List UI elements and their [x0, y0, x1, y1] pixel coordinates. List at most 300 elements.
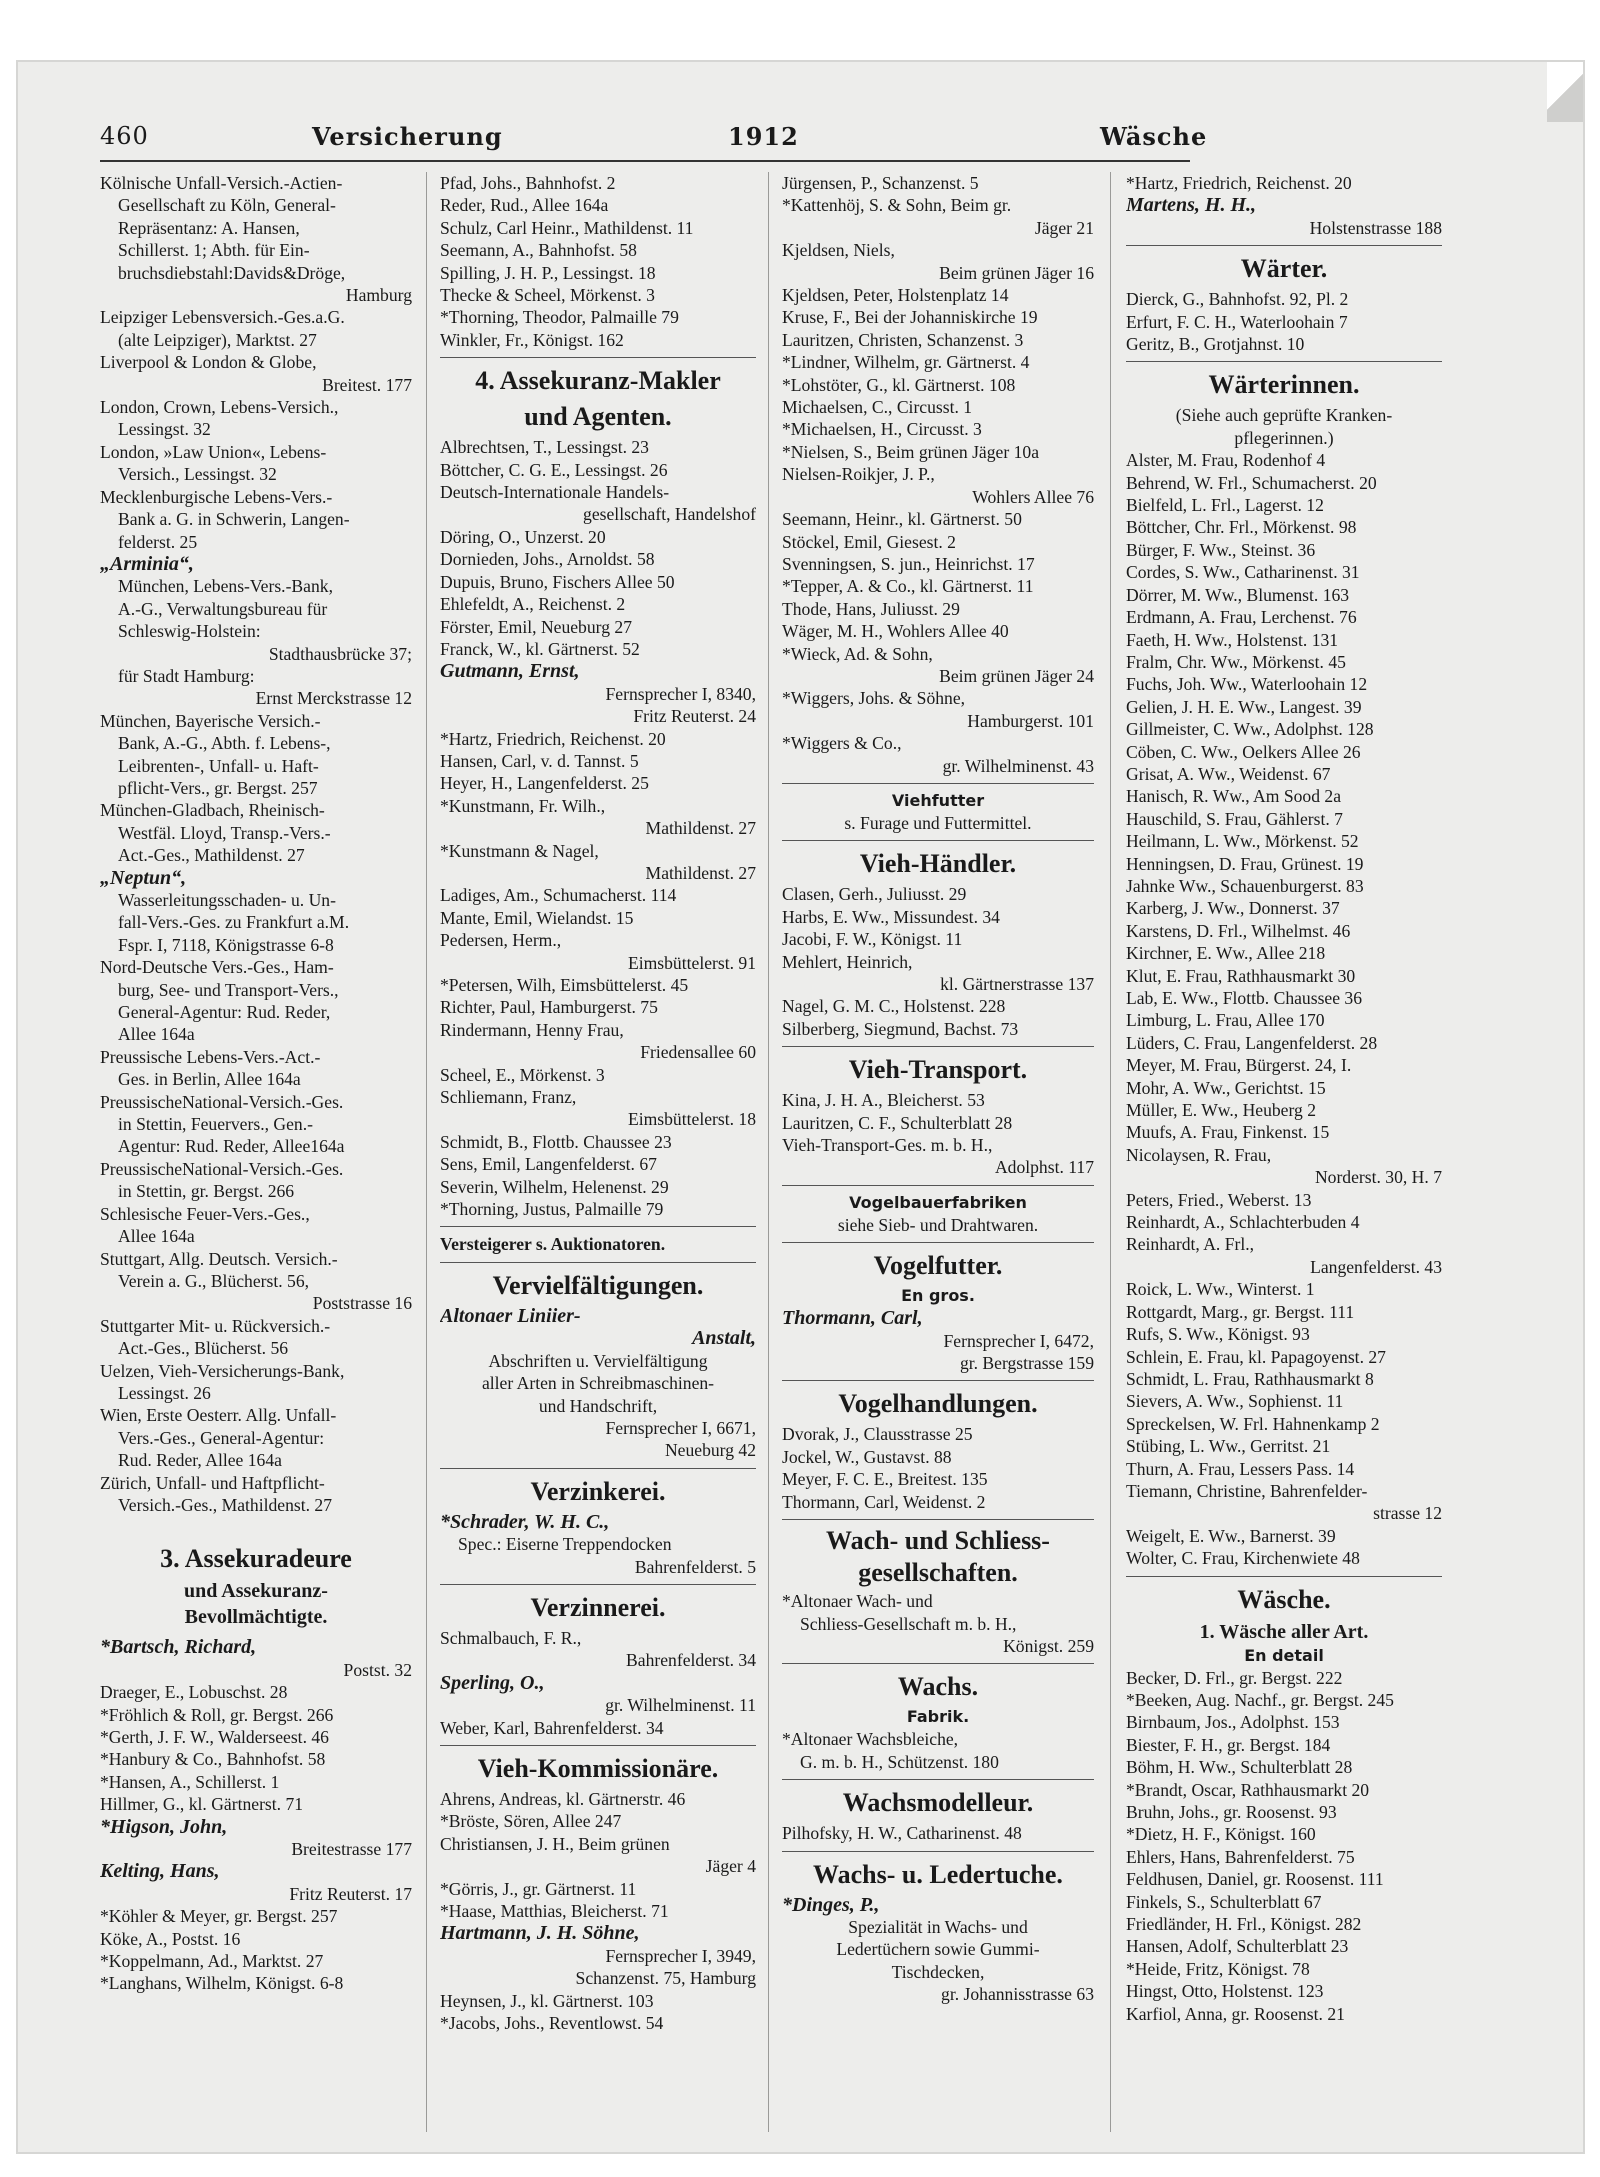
section-heading: 1. Wäsche aller Art. [1199, 1620, 1369, 1643]
section-heading: Vogelfutter. [873, 1251, 1003, 1281]
list-item: Finkels, S., Schulterblatt 67 [1126, 1891, 1322, 1912]
list-item: Alster, M. Frau, Rodenhof 4 [1126, 450, 1326, 471]
list-item: Ernst Merckstrasse 12 [255, 688, 412, 709]
section-heading: Wachsmodelleur. [842, 1788, 1034, 1818]
list-item: Spilling, J. H. P., Lessingst. 18 [440, 262, 656, 283]
list-item: Beim grünen Jäger 24 [939, 665, 1094, 686]
list-item: G. m. b. H., Schützenst. 180 [800, 1751, 999, 1772]
section-heading: und Agenten. [524, 402, 672, 432]
company-name: Sperling, O., [440, 1671, 545, 1694]
list-item: Repräsentanz: A. Hansen, [118, 217, 300, 238]
list-item: Gillmeister, C. Ww., Adolphst. 128 [1126, 719, 1374, 740]
section-heading: Wäsche. [1237, 1584, 1331, 1614]
list-item: Schliess-Gesellschaft m. b. H., [800, 1613, 1017, 1634]
section-heading: Wärter. [1240, 254, 1328, 284]
list-item: *Hanbury & Co., Bahnhofst. 58 [100, 1749, 326, 1770]
list-item: *Wiggers & Co., [782, 733, 902, 754]
list-item: gr. Wilhelminenst. 11 [605, 1695, 756, 1716]
list-item: Hamburgerst. 101 [967, 710, 1094, 731]
list-item: Uelzen, Vieh-Versicherungs-Bank, [100, 1360, 345, 1381]
list-item: Jürgensen, P., Schanzenst. 5 [782, 173, 979, 193]
list-item: gr. Bergstrasse 159 [959, 1353, 1094, 1374]
list-item: Beim grünen Jäger 16 [939, 262, 1094, 283]
divider [440, 1745, 756, 1746]
list-item: General-Agentur: Rud. Reder, [118, 1002, 331, 1023]
list-item: Deutsch-Internationale Handels- [440, 482, 670, 503]
list-item: Friedländer, H. Frl., Königst. 282 [1126, 1914, 1362, 1935]
list-item: *Fröhlich & Roll, gr. Bergst. 266 [100, 1704, 334, 1725]
list-item: Grisat, A. Ww., Weidenst. 67 [1126, 763, 1331, 784]
list-item: Erdmann, A. Frau, Lerchenst. 76 [1126, 607, 1357, 628]
company-name: *Bartsch, Richard, [100, 1636, 257, 1659]
company-name: Altonaer Liniier- [440, 1304, 581, 1327]
list-item: Heynsen, J., kl. Gärtnerst. 103 [440, 1990, 654, 2011]
company-name: Kelting, Hans, [100, 1860, 220, 1883]
list-item: Fritz Reuterst. 24 [633, 706, 756, 727]
section-heading: Wärterinnen. [1208, 370, 1360, 400]
section-subheading: Vogelbauerfabriken [849, 1192, 1027, 1212]
divider [782, 1242, 1094, 1243]
cross-reference: (Siehe auch geprüfte Kranken- [1175, 405, 1393, 426]
list-item: Hamburg [345, 285, 412, 306]
list-item: Liverpool & London & Globe, [100, 352, 317, 373]
list-item: *Brandt, Oscar, Rathhausmarkt 20 [1126, 1779, 1370, 1800]
list-item: Wohlers Allee 76 [972, 486, 1094, 507]
section-heading: Wachs. [897, 1672, 979, 1702]
list-item: *Görris, J., gr. Gärtnerst. 11 [440, 1878, 637, 1899]
column-2 [440, 172, 756, 2132]
list-item: Kjeldsen, Peter, Holstenplatz 14 [782, 285, 1009, 306]
column-divider [1110, 172, 1111, 2132]
list-item: Mehlert, Heinrich, [782, 951, 913, 972]
list-item: *Kunstmann & Nagel, [440, 840, 599, 861]
divider [782, 1185, 1094, 1186]
section-heading: Bevollmächtigte. [184, 1606, 328, 1629]
page-corner [1547, 62, 1583, 122]
list-item: Bank, A.-G., Abth. f. Lebens-, [118, 733, 331, 754]
list-item: *Tepper, A. & Co., kl. Gärtnerst. 11 [782, 576, 1034, 597]
list-item: London, »Law Union«, Lebens- [100, 441, 327, 462]
divider [782, 1519, 1094, 1520]
column-4 [1126, 172, 1442, 2132]
list-item: Ehlers, Hans, Bahrenfelderst. 75 [1126, 1846, 1355, 1867]
list-item: Adolphst. 117 [994, 1157, 1094, 1178]
list-item: Mathildenst. 27 [645, 862, 756, 883]
list-item: *Heide, Fritz, Königst. 78 [1126, 1958, 1310, 1979]
cross-reference: siehe Sieb- und Drahtwaren. [837, 1214, 1039, 1235]
list-item: Eimsbüttelerst. 91 [627, 952, 756, 973]
list-item: Christiansen, J. H., Beim grünen [440, 1833, 670, 1854]
list-item: Kina, J. H. A., Bleicherst. 53 [782, 1090, 985, 1111]
list-item: Act.-Ges., Blücherst. 56 [118, 1338, 289, 1359]
list-item: Ges. in Berlin, Allee 164a [118, 1069, 301, 1090]
list-item: Mecklenburgische Lebens-Vers.- [100, 486, 333, 507]
list-item: Neueburg 42 [664, 1440, 756, 1461]
list-item: Nagel, G. M. C., Holstenst. 228 [782, 996, 1006, 1017]
list-item: Sievers, A. Ww., Sophienst. 11 [1126, 1391, 1344, 1412]
list-item: *Langhans, Wilhelm, Königst. 6-8 [100, 1973, 344, 1994]
section-heading: Vogelhandlungen. [838, 1389, 1038, 1419]
company-name: *Dinges, P., [782, 1893, 880, 1916]
company-name: Thormann, Carl, [782, 1307, 923, 1330]
list-item: *Hartz, Friedrich, Reichenst. 20 [1126, 173, 1352, 193]
list-item: Bürger, F. Ww., Steinst. 36 [1126, 539, 1316, 560]
company-name: *Schrader, W. H. C., [440, 1510, 610, 1533]
list-item: Reinhardt, A. Frl., [1126, 1234, 1255, 1255]
divider [782, 1046, 1094, 1047]
list-item: Rufs, S. Ww., Königst. 93 [1126, 1324, 1310, 1345]
list-item: Bahrenfelderst. 34 [626, 1650, 756, 1671]
list-item: Gesellschaft zu Köln, General- [118, 195, 336, 216]
divider [440, 1262, 756, 1263]
list-item: Fritz Reuterst. 17 [289, 1883, 412, 1904]
list-item: Tischdecken, [891, 1961, 985, 1982]
section-subheading: En detail [1244, 1645, 1324, 1665]
company-name: *Higson, John, [100, 1815, 228, 1838]
list-item: Lab, E. Ww., Flottb. Chaussee 36 [1126, 988, 1363, 1008]
section-heading: Vieh-Kommissionäre. [477, 1753, 719, 1783]
list-item: Bruhn, Johs., gr. Roosenst. 93 [1126, 1802, 1337, 1822]
section-title-right: Wäsche [1100, 122, 1208, 151]
divider [440, 1468, 756, 1469]
list-item: Weber, Karl, Bahrenfelderst. 34 [440, 1717, 664, 1738]
list-item: Lessingst. 26 [118, 1382, 211, 1403]
list-item: Lauritzen, C. F., Schulterblatt 28 [782, 1112, 1013, 1133]
list-item: kl. Gärtnerstrasse 137 [940, 974, 1094, 994]
list-item: Dupuis, Bruno, Fischers Allee 50 [440, 571, 675, 592]
list-item: Westfäl. Lloyd, Transp.-Vers.- [118, 822, 331, 843]
list-item: Förster, Emil, Neueburg 27 [440, 616, 632, 637]
list-item: und Handschrift, [538, 1395, 658, 1416]
list-item: in Stettin, gr. Bergst. 266 [118, 1181, 295, 1202]
list-item: Allee 164a [118, 1024, 195, 1045]
list-item: Fuchs, Joh. Ww., Waterloohain 12 [1126, 674, 1368, 695]
divider [440, 1584, 756, 1585]
list-item: Hillmer, G., kl. Gärtnerst. 71 [100, 1794, 304, 1815]
list-item: Meyer, M. Frau, Bürgerst. 24, I. [1126, 1055, 1352, 1076]
list-item: Schillerst. 1; Abth. für Ein- [118, 240, 310, 261]
list-item: Abschriften u. Vervielfältigung [488, 1350, 708, 1371]
list-item: Mathildenst. 27 [645, 818, 756, 839]
list-item: Seemann, A., Bahnhofst. 58 [440, 240, 637, 261]
list-item: *Lohstöter, G., kl. Gärtnerst. 108 [782, 374, 1016, 395]
list-item: Heilmann, L. Ww., Mörkenst. 52 [1126, 831, 1359, 852]
section-heading: Vieh-Händler. [859, 849, 1017, 879]
list-item: Nielsen-Roikjer, J. P., [782, 464, 935, 485]
list-item: für Stadt Hamburg: [118, 665, 255, 686]
list-item: gr. Johannisstrasse 63 [941, 1984, 1094, 2005]
company-name: Martens, H. H., [1126, 194, 1257, 217]
list-item: Mohr, A. Ww., Gerichtst. 15 [1126, 1077, 1326, 1098]
list-item: Scheel, E., Mörkenst. 3 [440, 1064, 605, 1085]
list-item: Hingst, Otto, Holstenst. 123 [1126, 1981, 1324, 2002]
divider [782, 840, 1094, 841]
list-item: Fernsprecher I, 8340, [605, 683, 756, 704]
list-item: Stöckel, Emil, Giesest. 2 [782, 531, 956, 552]
list-item: Seemann, Heinr., kl. Gärtnerst. 50 [782, 509, 1022, 530]
list-item: Versich., Lessingst. 32 [118, 464, 277, 485]
list-item: Stadthausbrücke 37; [268, 643, 412, 664]
list-item: Schmalbauch, F. R., [440, 1627, 582, 1648]
list-item: Bahrenfelderst. 5 [634, 1556, 756, 1577]
list-item: Meyer, F. C. E., Breitest. 135 [782, 1469, 988, 1490]
list-item: Pilhofsky, H. W., Catharinenst. 48 [782, 1823, 1022, 1844]
list-item: Hanisch, R. Ww., Am Sood 2a [1126, 786, 1342, 807]
list-item: Thecke & Scheel, Mörkenst. 3 [440, 285, 655, 306]
list-item: Thode, Hans, Juliusst. 29 [782, 598, 960, 619]
list-item: Jacobi, F. W., Königst. 11 [782, 929, 963, 950]
list-item: gr. Wilhelminenst. 43 [942, 755, 1094, 776]
list-item: Rindermann, Henny Frau, [440, 1019, 624, 1040]
list-item: Lessingst. 32 [118, 419, 211, 440]
list-item: Leipziger Lebensversich.-Ges.a.G. [100, 307, 345, 328]
list-item: Reinhardt, A., Schlachterbuden 4 [1126, 1212, 1360, 1233]
section-heading: Vervielfältigungen. [492, 1270, 704, 1300]
section-heading: Verzinnerei. [530, 1592, 666, 1622]
list-item: Wien, Erste Oesterr. Allg. Unfall- [100, 1405, 337, 1426]
list-item: Nicolaysen, R. Frau, [1126, 1144, 1272, 1165]
list-item: Kölnische Unfall-Versich.-Actien- [100, 173, 343, 193]
list-item: *Hansen, A., Schillerst. 1 [100, 1771, 280, 1792]
running-head [100, 122, 1208, 158]
list-item: Stübing, L. Ww., Gerritst. 21 [1126, 1436, 1331, 1457]
list-item: felderst. 25 [118, 531, 198, 552]
list-item: Wasserleitungsschaden- u. Un- [118, 890, 336, 910]
company-name: „Neptun“, [100, 866, 187, 889]
section-heading: 4. Assekuranz-Makler [475, 366, 721, 396]
list-item: *Nielsen, S., Beim grünen Jäger 10a [782, 441, 1040, 462]
list-item: Poststrasse 16 [312, 1293, 412, 1314]
list-item: Act.-Ges., Mathildenst. 27 [118, 845, 305, 866]
list-item: Schlesische Feuer-Vers.-Ges., [100, 1203, 310, 1224]
list-item: *Wiggers, Johs. & Söhne, [782, 688, 966, 709]
list-item: Allee 164a [118, 1226, 195, 1247]
list-item: (alte Leipziger), Marktst. 27 [118, 329, 317, 350]
list-item: Vieh-Transport-Ges. m. b. H., [782, 1135, 993, 1156]
list-item: Cordes, S. Ww., Catharinenst. 31 [1126, 562, 1360, 583]
list-item: Dörrer, M. Ww., Blumenst. 163 [1126, 584, 1350, 605]
list-item: Muufs, A. Frau, Finkenst. 15 [1126, 1122, 1330, 1143]
list-item: München, Lebens-Vers.-Bank, [118, 576, 333, 597]
divider [1126, 1576, 1442, 1577]
list-item: *Koppelmann, Ad., Marktst. 27 [100, 1951, 324, 1972]
divider [782, 1380, 1094, 1381]
list-item: Thormann, Carl, Weidenst. 2 [782, 1491, 986, 1512]
list-item: PreussischeNational-Versich.-Ges. [100, 1158, 344, 1179]
list-item: burg, See- und Transport-Vers., [118, 979, 339, 1000]
list-item: Kruse, F., Bei der Johanniskirche 19 [782, 307, 1038, 328]
list-item: Langenfelderst. 43 [1310, 1256, 1442, 1277]
list-item: Breitestrasse 177 [291, 1839, 412, 1860]
list-item: Ledertüchern sowie Gummi- [836, 1939, 1040, 1960]
list-item: Ladiges, Am., Schumacherst. 114 [440, 885, 677, 906]
section-heading: gesellschaften. [858, 1558, 1018, 1588]
list-item: Draeger, E., Lobuschst. 28 [100, 1682, 288, 1703]
cross-reference: pflegerinnen.) [1234, 427, 1334, 448]
list-item: Heyer, H., Langenfelderst. 25 [440, 773, 649, 794]
divider [1126, 361, 1442, 362]
list-item: Versich.-Ges., Mathildenst. 27 [118, 1494, 333, 1515]
list-item: Norderst. 30, H. 7 [1314, 1167, 1442, 1188]
list-item: Ehlefeldt, A., Reichenst. 2 [440, 594, 626, 615]
section-subheading: Fabrik. [906, 1707, 970, 1727]
divider [782, 1779, 1094, 1780]
list-item: Königst. 259 [1003, 1635, 1094, 1656]
list-item: *Kattenhöj, S. & Sohn, Beim gr. [782, 195, 1012, 216]
column-3 [782, 172, 1094, 2132]
list-item: Fernsprecher I, 3949, [605, 1945, 756, 1966]
list-item: Cöben, C. Ww., Oelkers Allee 26 [1126, 741, 1361, 762]
list-item: *Altonaer Wach- und [782, 1591, 933, 1612]
divider [782, 783, 1094, 784]
column-1 [100, 172, 412, 2132]
list-item: Dvorak, J., Clausstrasse 25 [782, 1424, 973, 1445]
list-item: Geritz, B., Grotjahnst. 10 [1126, 334, 1305, 355]
cross-reference: Versteigerer s. Auktionatoren. [440, 1234, 666, 1255]
divider [440, 357, 756, 358]
list-item: Karfiol, Anna, gr. Roosenst. 21 [1126, 2003, 1345, 2024]
list-item: Biester, F. H., gr. Bergst. 184 [1126, 1734, 1331, 1755]
list-item: Preussische Lebens-Vers.-Act.- [100, 1046, 321, 1067]
list-item: Agentur: Rud. Reder, Allee164a [118, 1136, 345, 1157]
list-item: Gelien, J. H. E. Ww., Langest. 39 [1126, 696, 1362, 717]
list-item: Faeth, H. Ww., Holstenst. 131 [1126, 629, 1339, 650]
company-name: Gutmann, Ernst, [440, 660, 580, 683]
list-item: *Haase, Matthias, Bleicherst. 71 [440, 1901, 669, 1921]
list-item: aller Arten in Schreibmaschinen- [481, 1373, 715, 1394]
list-item: London, Crown, Lebens-Versich., [100, 397, 339, 418]
list-item: Bielfeld, L. Frl., Lagerst. 12 [1126, 495, 1324, 516]
list-item: Spreckelsen, W. Frl. Hahnenkamp 2 [1126, 1413, 1380, 1434]
list-item: Thurn, A. Frau, Lessers Pass. 14 [1126, 1458, 1355, 1479]
section-heading: Wachs- u. Ledertuche. [813, 1859, 1063, 1889]
column-divider [426, 172, 427, 2132]
list-item: Limburg, L. Frau, Allee 170 [1126, 1010, 1325, 1031]
cross-reference: s. Furage und Futtermittel. [844, 812, 1032, 833]
list-item: München, Bayerische Versich.- [100, 710, 321, 731]
list-item: Lauritzen, Christen, Schanzenst. 3 [782, 329, 1024, 350]
list-item: gesellschaft, Handelshof [583, 504, 756, 525]
list-item: Reder, Rud., Allee 164a [440, 195, 609, 216]
company-name: Anstalt, [692, 1327, 756, 1350]
list-item: Becker, D. Frl., gr. Bergst. 222 [1126, 1667, 1343, 1688]
list-item: Hansen, Adolf, Schulterblatt 23 [1126, 1936, 1349, 1957]
list-item: Severin, Wilhelm, Helenenst. 29 [440, 1176, 669, 1197]
divider [782, 1663, 1094, 1664]
section-heading: Vieh-Transport. [848, 1055, 1028, 1085]
list-item: Roick, L. Ww., Winterst. 1 [1126, 1279, 1315, 1300]
list-item: Dornieden, Johs., Arnoldst. 58 [440, 549, 655, 570]
page-number: 460 [100, 122, 149, 150]
list-item: Rottgardt, Marg., gr. Bergst. 111 [1126, 1301, 1355, 1322]
list-item: *Beeken, Aug. Nachf., gr. Bergst. 245 [1126, 1689, 1394, 1710]
list-item: *Köhler & Meyer, gr. Bergst. 257 [100, 1906, 338, 1927]
list-item: Kirchner, E. Ww., Allee 218 [1126, 943, 1326, 964]
list-item: Erfurt, F. C. H., Waterloohain 7 [1126, 311, 1348, 332]
company-name: Hartmann, J. H. Söhne, [440, 1922, 640, 1945]
list-item: Eimsbüttelerst. 18 [627, 1109, 756, 1130]
list-item: Jäger 4 [705, 1856, 756, 1877]
list-item: Nord-Deutsche Vers.-Ges., Ham- [100, 957, 334, 978]
list-item: Peters, Fried., Weberst. 13 [1126, 1189, 1312, 1210]
list-item: Böttcher, Chr. Frl., Mörkenst. 98 [1126, 517, 1357, 538]
list-item: strasse 12 [1373, 1503, 1442, 1524]
year-label: 1912 [728, 122, 799, 151]
divider [1126, 245, 1442, 246]
list-item: Hauschild, S. Frau, Gählerst. 7 [1126, 808, 1343, 829]
list-item: Verein a. G., Blücherst. 56, [118, 1270, 310, 1291]
list-item: Jäger 21 [1034, 217, 1094, 238]
list-item: Feldhusen, Daniel, gr. Roosenst. 111 [1126, 1869, 1384, 1890]
list-item: *Altonaer Wachsbleiche, [782, 1729, 959, 1750]
list-item: Henningsen, D. Frau, Grünest. 19 [1126, 853, 1364, 874]
section-heading: Wach- und Schliess- [826, 1526, 1050, 1556]
list-item: Albrechtsen, T., Lessingst. 23 [440, 437, 649, 458]
list-item: Hansen, Carl, v. d. Tannst. 5 [440, 750, 639, 771]
list-item: Böhm, H. Ww., Schulterblatt 28 [1126, 1757, 1353, 1778]
list-item: fall-Vers.-Ges. zu Frankfurt a.M. [118, 912, 350, 933]
list-item: *Michaelsen, H., Circusst. 3 [782, 419, 982, 440]
list-item: Richter, Paul, Hamburgerst. 75 [440, 997, 658, 1018]
list-item: Stuttgarter Mit- u. Rückversich.- [100, 1315, 331, 1336]
company-name: „Arminia“, [100, 552, 194, 575]
list-item: Schlein, E. Frau, kl. Papagoyenst. 27 [1126, 1346, 1386, 1367]
list-item: *Kunstmann, Fr. Wilh., [440, 795, 606, 816]
list-item: Svenningsen, S. jun., Heinrichst. 17 [782, 553, 1035, 574]
section-subheading: En gros. [901, 1286, 975, 1306]
list-item: Wäger, M. H., Wohlers Allee 40 [782, 621, 1009, 642]
list-item: Spezialität in Wachs- und [848, 1916, 1028, 1937]
list-item: Weigelt, E. Ww., Barnerst. 39 [1126, 1525, 1336, 1546]
list-item: Pedersen, Herm., [440, 930, 562, 951]
list-item: A.-G., Verwaltungsbureau für [118, 598, 328, 619]
list-item: *Gerth, J. F. W., Walderseest. 46 [100, 1727, 329, 1747]
list-item: Postst. 32 [343, 1659, 412, 1680]
section-subheading: Viehfutter [891, 790, 985, 810]
section-title-left: Versicherung [312, 122, 503, 151]
list-item: Klut, E. Frau, Rathhausmarkt 30 [1126, 965, 1356, 986]
section-heading: Verzinkerei. [530, 1476, 666, 1506]
column-divider [768, 172, 769, 2132]
list-item: Zürich, Unfall- und Haftpflicht- [100, 1472, 325, 1493]
list-item: Stuttgart, Allg. Deutsch. Versich.- [100, 1248, 338, 1269]
list-item: Ahrens, Andreas, kl. Gärtnerstr. 46 [440, 1788, 686, 1809]
list-item: Fspr. I, 7118, Königstrasse 6-8 [118, 934, 334, 955]
list-item: Jahnke Ww., Schauenburgerst. 83 [1126, 875, 1364, 896]
list-item: Behrend, W. Frl., Schumacherst. 20 [1126, 472, 1377, 493]
list-item: Friedensallee 60 [640, 1042, 756, 1063]
list-item: Bank a. G. in Schwerin, Langen- [118, 509, 350, 530]
list-item: pflicht-Vers., gr. Bergst. 257 [118, 777, 318, 798]
list-item: Jockel, W., Gustavst. 88 [782, 1446, 952, 1467]
list-item: Dierck, G., Bahnhofst. 92, Pl. 2 [1126, 289, 1349, 310]
list-item: Schleswig-Holstein: [118, 621, 261, 642]
list-item: Mante, Emil, Wielandst. 15 [440, 907, 634, 928]
list-item: *Thorning, Theodor, Palmaille 79 [440, 307, 679, 328]
list-item: *Dietz, H. F., Königst. 160 [1126, 1824, 1316, 1845]
list-item: Holstenstrasse 188 [1309, 217, 1442, 238]
list-item: Lüders, C. Frau, Langenfelderst. 28 [1126, 1032, 1378, 1053]
divider [440, 1226, 756, 1227]
list-item: Silberberg, Siegmund, Bachst. 73 [782, 1018, 1019, 1039]
list-item: Schanzenst. 75, Hamburg [575, 1968, 756, 1989]
list-item: in Stettin, Feuervers., Gen.- [118, 1114, 313, 1135]
header-rule [100, 160, 1190, 162]
list-item: Michaelsen, C., Circusst. 1 [782, 397, 973, 418]
list-item: Köke, A., Postst. 16 [100, 1928, 241, 1949]
list-item: Breitest. 177 [322, 374, 412, 395]
list-item: *Jacobs, Johs., Reventlowst. 54 [440, 2013, 664, 2034]
